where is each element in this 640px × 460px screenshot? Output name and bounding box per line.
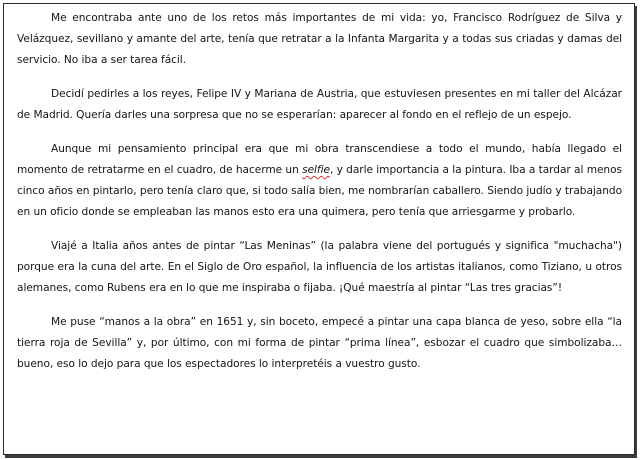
- paragraph-5: Me puse “manos a la obra” en 1651 y, sin boceto, empecé a pintar una capa blanca de yeso, sobre ella “la tierra roja de Sevilla” y, por último, con mi forma de pintar “prima línea”, esbozar el cuadro que simbolizaba…bueno, eso lo dejo para que los espectadores lo interpretéis a vuestro gusto.: [17, 316, 622, 370]
- paragraph-3-text-end: , y darle importancia a la pintura. Iba a tardar al menos cinco años en pintarlo, pero tenía claro que, si todo salía bien, me nombrarían caballero. Siendo judío y trabajando en un oficio donde se empleaban las manos esto era una quimera, pero tenía que arriesgarme y probarlo.: [17, 164, 623, 218]
- paragraph-3-text-start: Aunque mi pensamiento principal era que mi obra transcendiese a todo el mundo, había llegado el momento de retratarme en el cuadro, de hacerme un: [17, 143, 622, 176]
- paragraph-2: Decidí pedirles a los reyes, Felipe IV y Mariana de Austria, que estuviesen presentes en mi taller del Alcázar de Madrid. Quería darles una sorpresa que no se esperarían: aparecer al fondo en el reflejo de un espejo.: [17, 88, 622, 121]
- paragraph-1: Me encontraba ante uno de los retos más importantes de mi vida: yo, Francisco Rodríguez de Silva y Velázquez, sevillano y amante del arte, tenía que retratar a la Infanta Margarita y a todas sus criadas y damas del servicio. No iba a ser tarea fácil.: [17, 12, 622, 66]
- paragraph-3: [17, 139, 622, 223]
- document-page: [3, 3, 635, 455]
- paragraph-4: Viajé a Italia años antes de pintar “Las Meninas” (la palabra viene del portugués y significa "muchacha") porque era la cuna del arte. En el Siglo de Oro español, la influencia de los artistas italianos, como Tiziano, u otros alemanes, como Rubens era en lo que me inspiraba o fijaba. ¡Qué maestría al pintar “Las tres gracias”!: [17, 240, 622, 294]
- selfie-emphasis: selfie: [302, 164, 330, 176]
